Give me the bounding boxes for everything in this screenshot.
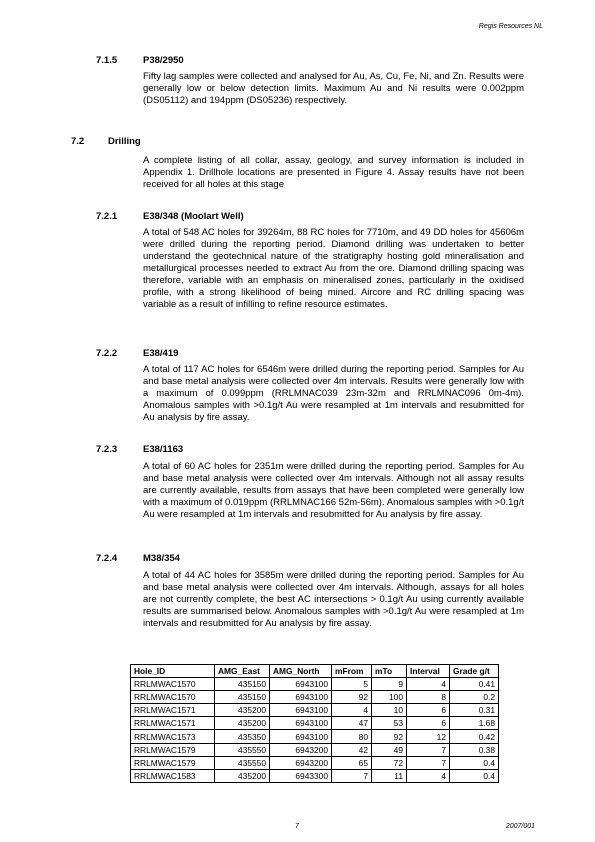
table-cell: 6943200 xyxy=(270,743,332,756)
column-header: AMG_North xyxy=(270,665,332,678)
table-cell: 7 xyxy=(407,756,450,769)
table-cell: 6943100 xyxy=(270,704,332,717)
section-paragraph: A total of 60 AC holes for 2351m were drilled during the reporting period. Samples for Au and base metal analysis were collected over 4m intervals. Although not all assay results are currently available, results from assays that have been completed were generally low with a maximum of 0.019ppm (RRLMNAC166 52m-56m). Anomalous samples with >0.1g/t Au were resampled at 1m intervals and resubmitted for Au analysis by fire assay. xyxy=(143,461,524,521)
table-row xyxy=(131,743,499,756)
table-cell: 6943300 xyxy=(270,769,332,782)
section-number: 7.2.3 xyxy=(96,444,118,455)
table-cell: 6 xyxy=(407,717,450,730)
table-cell: 49 xyxy=(372,743,407,756)
table-cell: 7 xyxy=(332,769,372,782)
table-row xyxy=(131,691,499,704)
table-cell: 7 xyxy=(407,743,450,756)
section-heading: E38/348 (Moolart Well) xyxy=(143,211,244,222)
section-number: 7.2.2 xyxy=(96,348,118,359)
table-cell: 435550 xyxy=(215,756,270,769)
section-number: 7.2 xyxy=(71,136,85,147)
table-cell: 4 xyxy=(332,704,372,717)
table-cell: 6943100 xyxy=(270,717,332,730)
table-header-row xyxy=(131,665,499,678)
table-cell: 4 xyxy=(407,678,450,691)
table-cell: 435150 xyxy=(215,691,270,704)
table-cell: 435200 xyxy=(215,717,270,730)
table-cell: 0.42 xyxy=(450,730,499,743)
column-header: Grade g/t xyxy=(450,665,499,678)
column-header: Hole_ID xyxy=(131,665,215,678)
table-cell: 6943100 xyxy=(270,678,332,691)
column-header: mFrom xyxy=(332,665,372,678)
table-cell: RRLMWAC1570 xyxy=(131,678,215,691)
table-cell: 6 xyxy=(407,704,450,717)
column-header: mTo xyxy=(372,665,407,678)
table-cell: 4 xyxy=(407,769,450,782)
section-number: 7.2.1 xyxy=(96,211,118,222)
table-cell: 8 xyxy=(407,691,450,704)
table-cell: 100 xyxy=(372,691,407,704)
table-row xyxy=(131,730,499,743)
table-cell: 12 xyxy=(407,730,450,743)
section-heading: E38/1163 xyxy=(143,444,184,455)
table-cell: 72 xyxy=(372,756,407,769)
section-heading: P38/2950 xyxy=(143,55,184,66)
table-cell: 0.2 xyxy=(450,691,499,704)
table-cell: 0.41 xyxy=(450,678,499,691)
table-cell: 80 xyxy=(332,730,372,743)
section-number: 7.2.4 xyxy=(96,553,118,564)
table-row xyxy=(131,678,499,691)
section-paragraph: A total of 117 AC holes for 6546m were drilled during the reporting period. Samples for Au and base metal analysis were collected over 4m intervals. Results were generally low with a maximum of 0.099ppm (RRLMNAC039 23m-32m and RRLMNAC096 0m-4m). Anomalous samples with >0.1g/t Au were resampled at 1m intervals and resubmitted for Au analysis by fire assay. xyxy=(143,364,524,424)
table-cell: RRLMWAC1579 xyxy=(131,756,215,769)
drilling-results-table xyxy=(130,664,499,783)
table-cell: 435150 xyxy=(215,678,270,691)
table-cell: 5 xyxy=(332,678,372,691)
table-cell: RRLMWAC1579 xyxy=(131,743,215,756)
table-cell: 435200 xyxy=(215,769,270,782)
section-paragraph: A total of 44 AC holes for 3585m were drilled during the reporting period. Samples for Au and base metal analysis were collected over 4m intervals. Although, assays for all holes are not currently complete, the best AC intersections > 0.1g/t Au using currently available results are summarised below. Anomalous samples with >0.1g/t Au were resampled at 1m intervals and resubmitted for Au analysis by fire assay. xyxy=(143,570,524,630)
table-row xyxy=(131,717,499,730)
section-paragraph: Fifty lag samples were collected and analysed for Au, As, Cu, Fe, Ni, and Zn. Results were generally low or below detection limits. Maximum Au and Ni results were 0.002ppm (DS05112) and 194ppm (DS05236) respectively. xyxy=(143,71,524,107)
table-cell: 435550 xyxy=(215,743,270,756)
section-paragraph: A total of 548 AC holes for 39264m, 88 RC holes for 7710m, and 49 DD holes for 45606m were drilled during the reporting period. Diamond drilling was undertaken to better understand the geotechnical nature of the stratigraphy hosting gold mineralisation and metallurgical processes needed to extract Au from the ore. Diamond drilling spacing was therefore, variable with an emphasis on mineralised zones, particularly in the oxidised profile, with a strong likelihood of being mined. Aircore and RC drilling spacing was variable as a result of infilling to refine resource estimates. xyxy=(143,227,524,311)
column-header: Interval xyxy=(407,665,450,678)
table-cell: 1.68 xyxy=(450,717,499,730)
table-cell: 6943200 xyxy=(270,756,332,769)
table-row xyxy=(131,704,499,717)
table-cell: RRLMWAC1573 xyxy=(131,730,215,743)
column-header: AMG_East xyxy=(215,665,270,678)
document-code: 2007/001 xyxy=(505,823,535,830)
table-cell: RRLMWAC1571 xyxy=(131,717,215,730)
section-heading: E38/419 xyxy=(143,348,179,359)
section-heading: M38/354 xyxy=(143,553,180,564)
table-cell: 11 xyxy=(372,769,407,782)
section-paragraph: A complete listing of all collar, assay, geology, and survey information is included in Appendix 1. Drillhole locations are presented in Figure 4. Assay results have not been received for all holes at this stage xyxy=(143,155,524,191)
table-cell: 0.31 xyxy=(450,704,499,717)
table-cell: 9 xyxy=(372,678,407,691)
table-cell: RRLMWAC1571 xyxy=(131,704,215,717)
table-cell: 92 xyxy=(372,730,407,743)
table-cell: 92 xyxy=(332,691,372,704)
section-heading: Drilling xyxy=(108,136,141,147)
page-number: 7 xyxy=(295,823,299,830)
table-row xyxy=(131,756,499,769)
table-cell: 53 xyxy=(372,717,407,730)
section-number: 7.1.5 xyxy=(96,55,118,66)
table-cell: 6943100 xyxy=(270,730,332,743)
table-cell: RRLMWAC1570 xyxy=(131,691,215,704)
table-cell: 6943100 xyxy=(270,691,332,704)
table-cell: 435350 xyxy=(215,730,270,743)
table-cell: 0.4 xyxy=(450,756,499,769)
table-cell: 0.4 xyxy=(450,769,499,782)
running-header: Regis Resources NL xyxy=(478,23,543,30)
table-cell: 47 xyxy=(332,717,372,730)
table-cell: 0.38 xyxy=(450,743,499,756)
table-cell: 435200 xyxy=(215,704,270,717)
table-cell: 65 xyxy=(332,756,372,769)
table-cell: 42 xyxy=(332,743,372,756)
table-row xyxy=(131,769,499,782)
table-cell: 10 xyxy=(372,704,407,717)
table-cell: RRLMWAC1583 xyxy=(131,769,215,782)
